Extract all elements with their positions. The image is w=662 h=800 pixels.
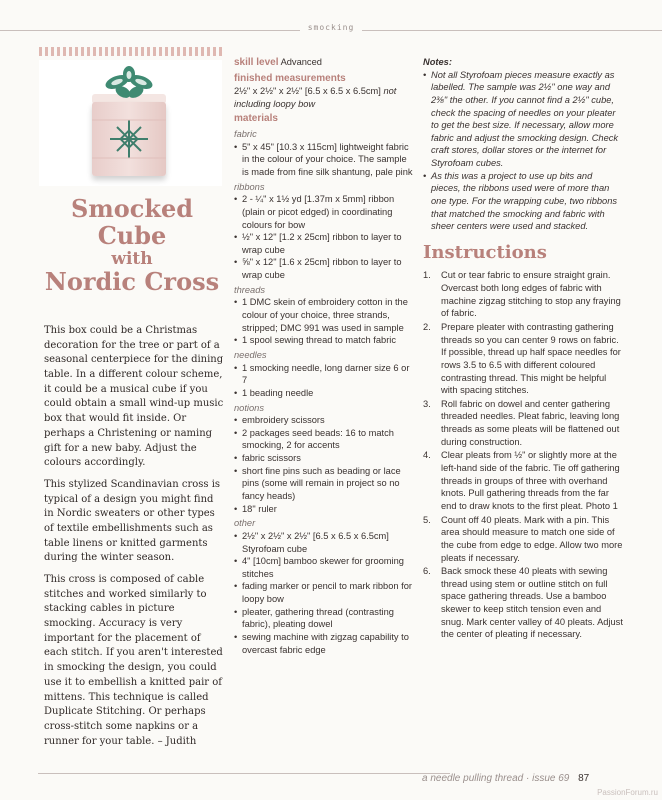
- title-line-4: Nordic Cross: [44, 266, 220, 296]
- title-line-2: Cube: [97, 220, 167, 250]
- step-number: 4.: [423, 450, 431, 461]
- watermark: PassionForum.ru: [597, 788, 658, 797]
- notes-list: [423, 69, 623, 233]
- ribbons-label: ribbons: [234, 181, 265, 192]
- other-label: other: [234, 518, 256, 529]
- notes-heading: Notes:: [423, 57, 452, 67]
- list-item: • sewing machine with zigzag capability to overcast fabric edge: [234, 631, 414, 656]
- instruction-step: [423, 514, 623, 565]
- needles-label: needles: [234, 349, 267, 360]
- step-text: Prepare pleater with contrasting gathering threads so you can center 9 rows on fabric. If possible, thread up half space needles for rows 3.5 to 6.5 with different coloured contrasting thread. This might be helpful with spacing stitches.: [441, 322, 621, 396]
- issue-number: · issue 69: [525, 773, 570, 784]
- instruction-step: [423, 449, 623, 512]
- list-item: • 18" ruler: [234, 503, 414, 516]
- list-item: • 1 beading needle: [234, 387, 414, 400]
- list-item: • pleater, gathering thread (contrasting fabric), pleating dowel: [234, 606, 414, 631]
- list-item: • 2 - ¼" x 1½ yd [1.37m x 5mm] ribbon (plain or picot edged) in coordinating colours for bow: [234, 193, 414, 231]
- step-number: 1.: [423, 270, 431, 281]
- instructions-column: [423, 56, 623, 642]
- list-item: • fabric scissors: [234, 452, 414, 465]
- finished-note: not including loopy bow: [234, 86, 397, 109]
- footer-rule: [38, 773, 450, 774]
- title-line-1: Smocked: [70, 194, 194, 223]
- notions-label: notions: [234, 402, 264, 413]
- fabric-label: fabric: [234, 129, 257, 140]
- list-item: • ½" x 12" [1.2 x 25cm] ribbon to layer to wrap cube: [234, 231, 414, 256]
- fabric-list: [234, 141, 414, 179]
- list-item: • short fine pins such as beading or lace pins (some will remain in project so no fancy heads): [234, 465, 414, 503]
- nordic-cross-icon: [92, 102, 166, 176]
- ribbons-list: [234, 193, 414, 281]
- instruction-step: [423, 321, 623, 397]
- materials-label: materials: [234, 113, 278, 125]
- list-item: • 2½" x 2½" x 2½" [6.5 x 6.5 x 6.5cm] Styrofoam cube: [234, 530, 414, 555]
- intro-paragraph: This cross is composed of cable stitches and worked similarly to stacking cables in picture smocking. Accuracy is very important for the placement of each stitch. If you aren't interested in smocking the design, you could use it to embellish a knitted pair of mittens. This technique is called Duplicate Stitching. Or perhaps cross-stitch some napkins or a runner for your table. – Judith: [44, 574, 223, 747]
- page-number: 87: [578, 773, 590, 784]
- magazine-name: a needle pulling thread: [422, 773, 524, 784]
- list-item: • embroidery scissors: [234, 414, 414, 427]
- step-text: Clear pleats from ½" or slightly more at the left-hand side of the fabric. Tie off gathering threads in groups of three with overhand knots. Pull gathering threads from the far end to draw knots to the first pleat. Photo 1: [441, 450, 620, 511]
- intro-paragraph: This box could be a Christmas decoration for the tree or part of a seasonal centerpiece for the dining table. In a different colour scheme, it could be a musical cube if you could obtain a small wind-up music box that would fit inside. Or perhaps a Christening or naming gift for a new baby. Adjust the colours accordingly.: [44, 325, 224, 469]
- instructions-heading: Instructions: [423, 241, 547, 263]
- title-line-3: with: [111, 248, 153, 269]
- step-text: Roll fabric on dowel and center gathering threaded needles. Pleat fabric, leaving long threads as some pleats will be flattened out during construction.: [441, 398, 620, 447]
- decorative-stitch-border: [39, 47, 222, 56]
- instruction-step: [423, 269, 623, 320]
- list-item: • ⅝" x 12" [1.6 x 25cm] ribbon to layer to wrap cube: [234, 256, 414, 281]
- step-number: 5.: [423, 514, 431, 525]
- threads-label: threads: [234, 284, 266, 295]
- step-number: 6.: [423, 566, 431, 577]
- list-item: • 5" x 45" [10.3 x 115cm] lightweight fabric in the colour of your choice. The sample is made from fine silk shantung, pale pink: [234, 141, 414, 179]
- intro-text: [44, 324, 224, 756]
- list-item: • 1 spool sewing thread to match fabric: [234, 334, 414, 347]
- smocked-cube: [92, 102, 166, 176]
- step-text: Cut or tear fabric to ensure straight grain. Overcast both long edges of fabric with machine zigzag stitching to stop any fraying of fabric.: [441, 270, 621, 319]
- instructions-list: [423, 269, 623, 641]
- needles-list: [234, 362, 414, 400]
- list-item: • 4" [10cm] bamboo skewer for grooming stitches: [234, 555, 414, 580]
- intro-paragraph: This stylized Scandinavian cross is typical of a design you might find in Nordic sweaters or other types of textile embellishments such as table linens or knitted garments during the winter season.: [44, 478, 221, 564]
- list-item: • As this was a project to use up bits and pieces, the ribbons used were of more than one type. For the wrapping cube, two ribbons that matched the smocking and fabric with sheer centers were used and stacked.: [423, 170, 623, 233]
- section-label: smocking: [300, 23, 362, 32]
- finished-value: 2½" x 2½" x 2½" [6.5 x 6.5 x 6.5cm]: [234, 86, 381, 97]
- threads-list: [234, 296, 414, 347]
- list-item: • 2 packages seed beads: 16 to match smocking, 2 for accents: [234, 427, 414, 452]
- step-number: 3.: [423, 398, 431, 409]
- step-text: Back smock these 40 pleats with sewing thread using stem or outline stitch on full space gathering threads. Use a bamboo skewer to keep stitch tension even and snug. Mark center valley of 40 pleats. Adjust the center of pleating if necessary.: [441, 566, 623, 640]
- instruction-step: [423, 565, 623, 641]
- list-item: • 1 DMC skein of embroidery cotton in the colour of your choice, three strands, stripped; DMC 991 was used in sample: [234, 296, 414, 334]
- skill-value: Advanced: [280, 57, 322, 67]
- list-item: • Not all Styrofoam pieces measure exactly as labelled. The sample was 2½" one way and 2⅜" the other. If you cannot find a 2½" cube, check the spacing of needles on your pleater to get the best size. If necessary, allow more fabric and adjust the smocking design. Check craft stores, dollar stores or the internet for Styrofoam cubes.: [423, 69, 623, 170]
- ribbon-bow-icon: [103, 66, 155, 102]
- list-item: • 1 smocking needle, long darner size 6 or 7: [234, 362, 414, 387]
- article-title: [39, 196, 225, 296]
- finished-label: finished measurements: [234, 72, 346, 84]
- instruction-step: [423, 398, 623, 449]
- step-number: 2.: [423, 322, 431, 332]
- page-footer: [422, 773, 589, 784]
- other-list: [234, 530, 414, 656]
- step-text: Count off 40 pleats. Mark with a pin. This area should measure to match one side of the cube from edge to edge. Allow two more pleats if necessary.: [441, 514, 623, 563]
- materials-column: [234, 56, 414, 656]
- list-item: • fading marker or pencil to mark ribbon for loopy bow: [234, 580, 414, 605]
- notions-list: [234, 414, 414, 515]
- cube-photo: [39, 60, 222, 186]
- skill-label: skill level: [234, 57, 279, 68]
